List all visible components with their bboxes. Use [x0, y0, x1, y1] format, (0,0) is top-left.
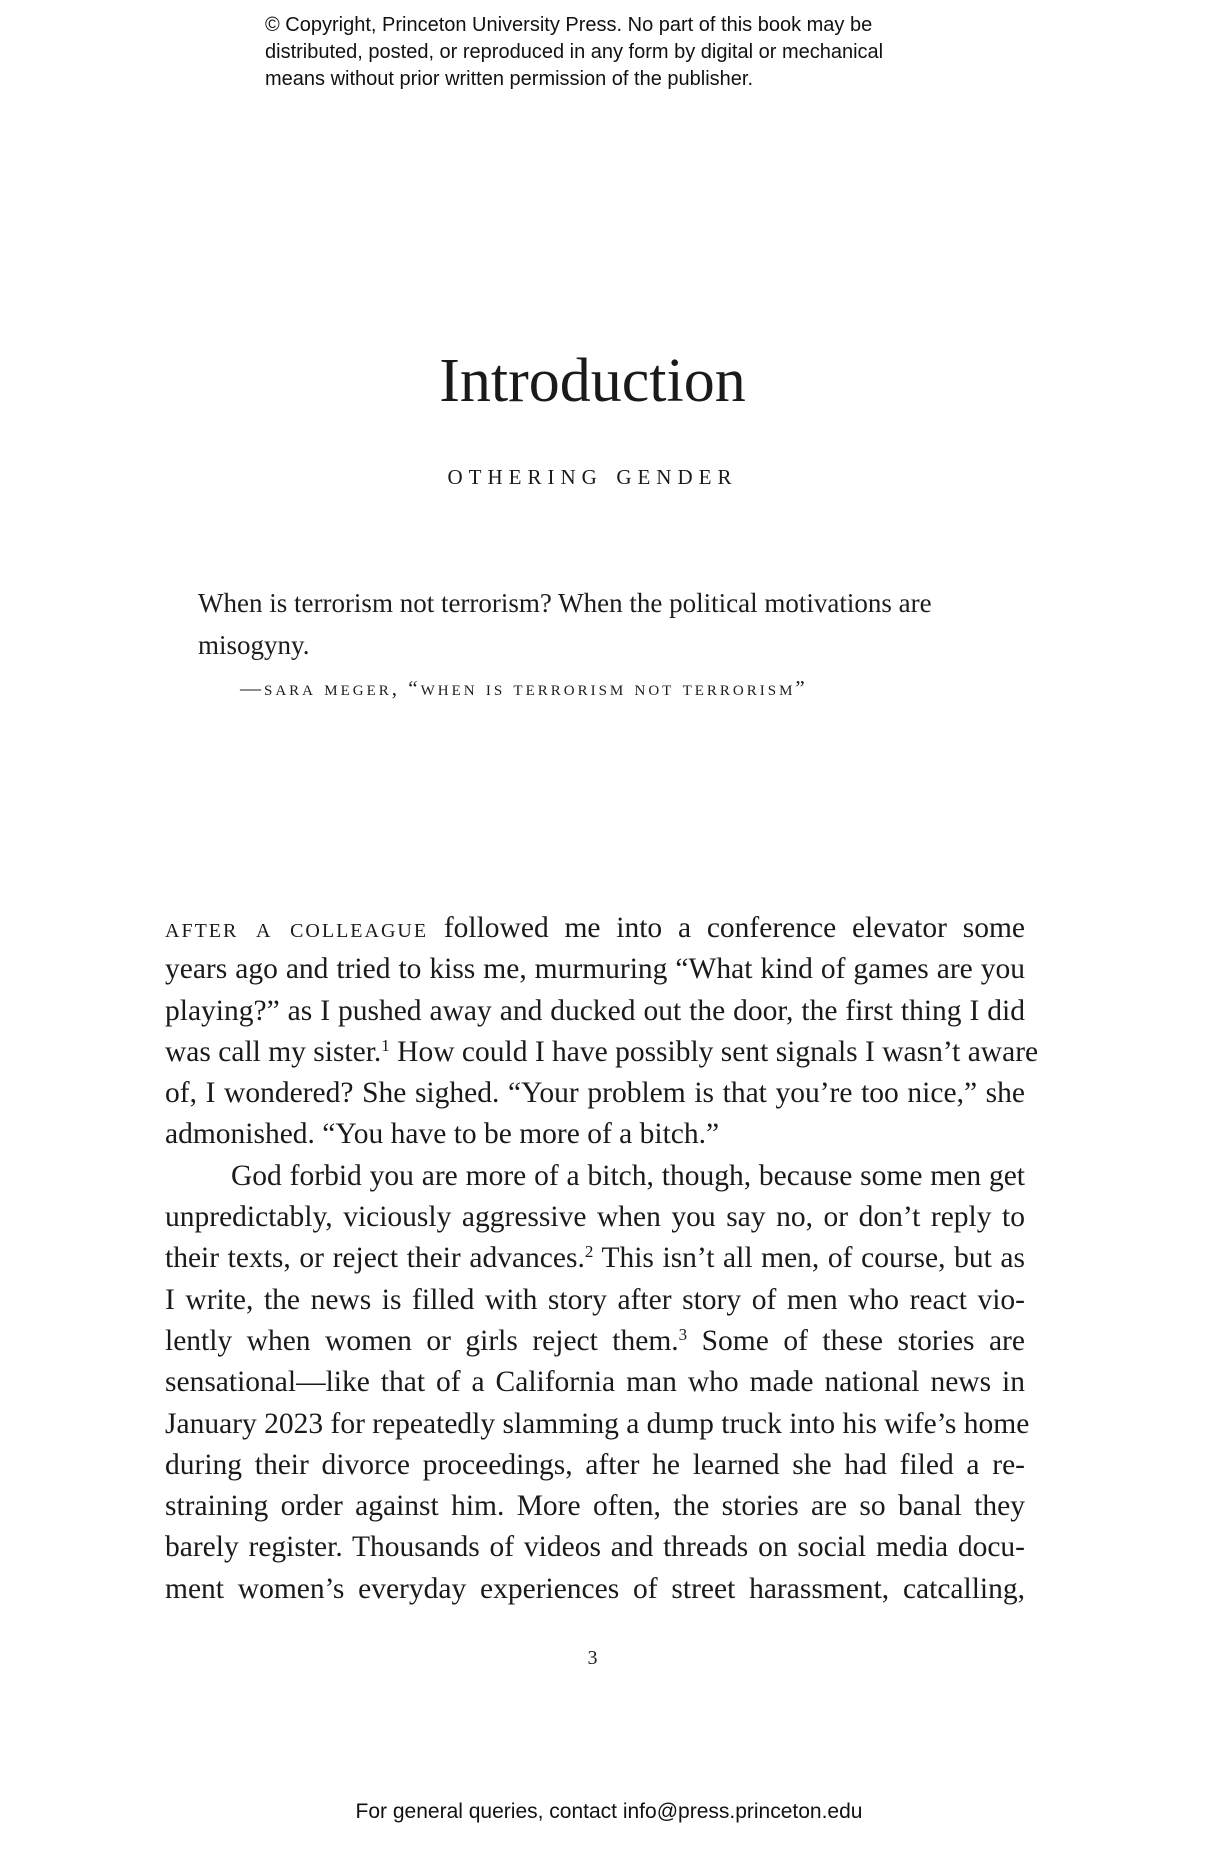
body-line: [165, 1032, 1039, 1073]
body-line: sensational—like that of a California man who made national news in: [165, 1366, 1025, 1399]
body-fragment: How could I have possibly sent signals I wasn’t aware: [389, 1035, 1039, 1068]
epigraph: [198, 582, 998, 666]
body-line: during their divorce proceedings, after he learned she had filed a re-: [165, 1448, 1025, 1481]
body-line: ment women’s everyday experiences of street harassment, catcalling,: [165, 1572, 1025, 1605]
body-line: I write, the news is filled with story after story of men who react vio-: [165, 1283, 1025, 1316]
body-line: of, I wondered? She sighed. “Your problem is that you’re too nice,” she: [165, 1077, 1025, 1110]
body-fragment: Some of these stories are: [687, 1324, 1025, 1357]
body-fragment: followed me into a conference elevator some: [428, 912, 1025, 944]
copyright-line: means without prior written permission of the publisher.: [265, 68, 754, 90]
epigraph-line: When is terrorism not terrorism? When the political motivations are: [198, 588, 932, 618]
body-fragment: lently when women or girls reject them.: [165, 1324, 679, 1357]
body-line: barely register. Thousands of videos and threads on social media docu-: [165, 1531, 1025, 1564]
footnote-ref[interactable]: 2: [584, 1242, 594, 1262]
body-line: unpredictably, viciously aggressive when you say no, or don’t reply to: [165, 1201, 1025, 1234]
copyright-notice: [265, 12, 985, 93]
body-line: admonished. “You have to be more of a bitch.”: [165, 1118, 720, 1151]
copyright-line: distributed, posted, or reproduced in any form by digital or mechanical: [265, 41, 884, 63]
body-line: [165, 1321, 1025, 1362]
footnote-ref[interactable]: 3: [678, 1324, 688, 1344]
body-line: years ago and tried to kiss me, murmuring “What kind of games are you: [165, 953, 1025, 986]
page-number: 3: [587, 1647, 598, 1669]
body-text: [165, 908, 1039, 1610]
copyright-line: © Copyright, Princeton University Press. No part of this book may be: [265, 14, 873, 36]
epigraph-line: misogyny.: [198, 630, 310, 660]
body-line: [165, 1238, 1025, 1279]
chapter-subtitle: othering gender: [447, 458, 738, 491]
footnote-ref[interactable]: 1: [381, 1035, 390, 1055]
chapter-title: Introduction: [439, 347, 746, 415]
lead-small-caps: after a colleague: [165, 912, 429, 944]
footer-contact: For general queries, contact info@press.princeton.edu: [355, 1800, 863, 1823]
body-fragment: This isn’t all men, of course, but as: [593, 1242, 1025, 1275]
body-line: playing?” as I pushed away and ducked out the door, the first thing I did: [165, 994, 1025, 1027]
body-line: [165, 908, 1025, 949]
epigraph-attribution: —sara meger, “when is terrorism not terrorism”: [240, 676, 808, 700]
body-line: straining order against him. More often, the stories are so banal they: [165, 1490, 1025, 1523]
body-fragment: their texts, or reject their advances.: [165, 1242, 585, 1275]
body-line: God forbid you are more of a bitch, though, because some men get: [231, 1159, 1025, 1192]
body-fragment: was call my sister.: [165, 1035, 382, 1068]
body-line: January 2023 for repeatedly slamming a dump truck into his wife’s home: [165, 1407, 1030, 1440]
